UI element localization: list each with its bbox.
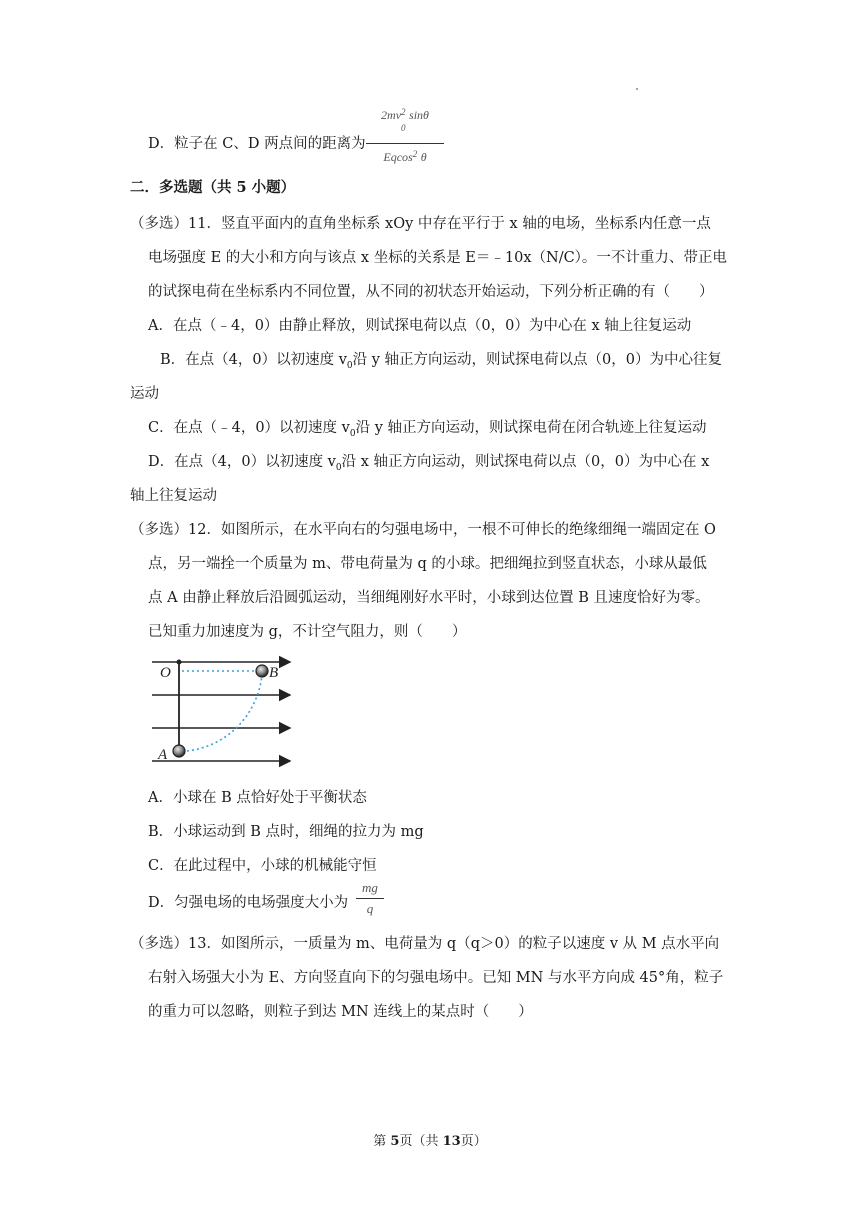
q10-option-d-text: D．粒子在 C、D 两点间的距离为 xyxy=(148,136,366,152)
q11-stem-line2: 电场强度 E 的大小和方向与该点 x 坐标的关系是 E＝﹣10x（N/C）。一不计重力、带正电 xyxy=(148,250,727,266)
page-footer: 第 5页（共 13页） xyxy=(373,1134,487,1149)
q12-electric-field-figure xyxy=(150,650,302,768)
q12-option-a: A．小球在 B 点恰好处于平衡状态 xyxy=(148,790,367,806)
q12-option-d: D．匀强电场的电场强度大小为 xyxy=(148,895,349,911)
q12-stem-line3: 点 A 由静止释放后沿圆弧运动，当细绳刚好水平时，小球到达位置 B 且速度恰好为零。 xyxy=(148,590,710,606)
q11-option-b-line2: 运动 xyxy=(130,386,159,402)
q12-option-c: C．在此过程中，小球的机械能守恒 xyxy=(148,858,377,874)
label-o: O xyxy=(160,665,171,681)
q12-option-b: B．小球运动到 B 点时，细绳的拉力为 mg xyxy=(148,824,424,840)
pivot-point-o xyxy=(177,660,182,665)
q13-stem-line3: 的重力可以忽略，则粒子到达 MN 连线上的某点时（ ） xyxy=(148,1004,533,1020)
fraction-bar xyxy=(356,898,384,899)
q12-stem-line2: 点，另一端拴一个质量为 m、带电荷量为 q 的小球。把细绳拉到竖直状态，小球从最低 xyxy=(148,556,707,572)
q11-option-a: A．在点（﹣4，0）由静止释放，则试探电荷以点（0，0）为中心在 x 轴上往复运动 xyxy=(148,318,692,334)
q13-stem-line1: （多选）13．如图所示，一质量为 m、电荷量为 q（q＞0）的粒子以速度 v 从 M 点水平向 xyxy=(130,936,720,952)
total-page-number: 13 xyxy=(442,1134,461,1149)
current-page-number: 5 xyxy=(390,1134,400,1149)
q12-field-strength-fraction: mg q xyxy=(356,880,384,920)
section-title: 二．多选题（共 5 小题） xyxy=(130,179,296,196)
fraction-bar xyxy=(366,143,444,144)
q11-option-d-line1: D．在点（4，0）以初速度 $v_0$沿 x 轴正方向运动，则试探电荷以点（0，0）为中心在 x xyxy=(148,454,710,473)
q11-stem-line1: （多选）11．竖直平面内的直角坐标系 xOy 中存在平行于 x 轴的电场，坐标系内任意一点 xyxy=(130,216,711,232)
q12-stem-line1: （多选）12．如图所示，在水平向右的匀强电场中，一根不可伸长的绝缘细绳一端固定在 O xyxy=(130,522,716,538)
q11-option-d-line2: 轴上往复运动 xyxy=(130,488,217,504)
label-b: B xyxy=(269,665,279,681)
ball-a xyxy=(173,745,185,757)
scan-dot xyxy=(636,88,638,90)
q12-stem-line4: 已知重力加速度为 g，不计空气阻力，则（ ） xyxy=(148,624,467,640)
q10-distance-fraction: 2mv 2 0 sinθ Eqcos 2 θ xyxy=(366,108,444,168)
path-arc-dotted xyxy=(187,675,262,751)
q10-option-d xyxy=(148,134,366,154)
q13-stem-line2: 右射入场强大小为 E、方向竖直向下的匀强电场中。已知 MN 与水平方向成 45°角，粒子 xyxy=(148,970,724,986)
ball-b xyxy=(256,665,268,677)
q11-stem-line3: 的试探电荷在坐标系内不同位置，从不同的初状态开始运动，下列分析正确的有（ ） xyxy=(148,284,714,300)
q11-option-b-line1: B．在点（4，0）以初速度 $v_0$沿 y 轴正方向运动，则试探电荷以点（0，0）为中心往复 xyxy=(160,352,722,371)
q11-option-c: C．在点（﹣4，0）以初速度 $v_0$沿 y 轴正方向运动，则试探电荷在闭合轨迹上往复运动 xyxy=(148,420,707,439)
label-a: A xyxy=(158,747,168,763)
